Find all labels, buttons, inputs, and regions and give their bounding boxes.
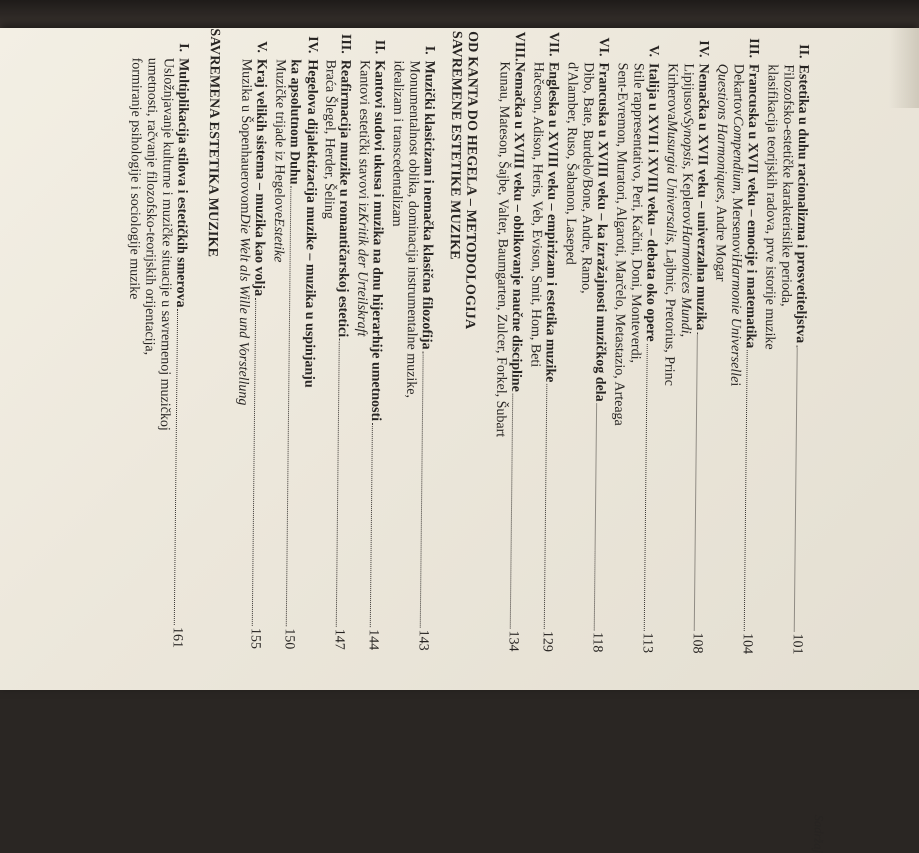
entry-description: Filozofsko-estetičke karakteristike perioda, bbox=[778, 64, 796, 307]
dot-leader bbox=[794, 345, 809, 632]
entry-title: Reafirmacija muzike u romantičarskoj estetici bbox=[334, 59, 353, 338]
entry-page: 101 bbox=[789, 633, 805, 655]
entry-title: Francuska u XVIII veku – ka izražajnosti muzičkog dela bbox=[592, 62, 611, 402]
entry-number: III. bbox=[745, 38, 761, 59]
entry-description: klasifikacija teorijskih radova, prve istorije muzike bbox=[761, 64, 780, 350]
entry-page: 129 bbox=[539, 630, 555, 653]
entry-description: Kirherova Musurgia Universalis , Lajbnic, Pretorius, Princ bbox=[661, 63, 680, 386]
entry-page: 161 bbox=[169, 626, 185, 649]
dot-leader bbox=[594, 404, 608, 630]
entry-title: Hegelova dijalektizacija muzike – muzika u uspinjanju bbox=[301, 59, 320, 388]
entry-title: Kraj velikih sistema – muzika kao volja bbox=[251, 58, 269, 297]
entry-page: 104 bbox=[739, 632, 755, 655]
entry-title: Muzički klasicizam i nemačka klasična filozofija bbox=[418, 60, 437, 350]
entry-page: 155 bbox=[247, 627, 263, 649]
entry-page: 143 bbox=[415, 629, 431, 651]
entry-description: Stile rappresentativo, Peri, Kačini, Doni, Monteverdi, bbox=[627, 62, 646, 364]
entry-number: I. bbox=[421, 45, 437, 55]
entry-number: V. bbox=[253, 41, 269, 53]
entry-title: Kantovi sudovi ukusa i muzika na dnu hijerarhije umetnosti bbox=[367, 60, 387, 422]
entry-number: III. bbox=[337, 33, 353, 54]
entry-number: II. bbox=[371, 39, 387, 55]
entry-description: d'Alamber, Ruso, Šabanon, Laseped bbox=[562, 62, 580, 265]
entry-description: Muzičke trijade iz Hegelove Estetike bbox=[270, 59, 288, 263]
entry-number: VI. bbox=[595, 37, 611, 57]
entry-title: Nemačka u XVIII veku – oblikovanje naučne discipline bbox=[508, 61, 527, 392]
entry-number: I. bbox=[175, 43, 191, 53]
entry-description: Usložnjavanje kulturne i muzičke situacije u savremenoj muzičkoj bbox=[156, 57, 176, 431]
dot-leader bbox=[544, 384, 559, 629]
entry-number: IV. bbox=[695, 40, 711, 58]
entry-description: Lipijusov Synopsis , Keplerov Harmonices Mundi , bbox=[677, 63, 696, 338]
section-heading: SAVREMENA ESTETIKA MUZIKE bbox=[204, 28, 223, 258]
entry-page: 144 bbox=[365, 629, 381, 651]
entry-number: II. bbox=[795, 44, 811, 59]
entry-page: 147 bbox=[331, 628, 347, 650]
entry-title: Italija u XVII i XVIII veku – debata oko opere bbox=[642, 62, 661, 342]
entry-description: formiranje psihologije i sociologije muzike bbox=[126, 57, 144, 300]
entry-description: Monumentalnost oblika, dominacija instrumentalne muzike, bbox=[403, 60, 422, 399]
entry-title: ka apsolutnom Duhu bbox=[286, 59, 303, 185]
entry-description: Hačeson, Adison, Heris, Veb, Evison, Smit, Hom, Beti bbox=[527, 61, 546, 368]
entry-title: Francuska u XVII veku – emocije i matematika bbox=[742, 63, 761, 349]
entry-description: Sent-Evremon, Muratori, Algaroti, Marčelo, Metastazio, Arteaga bbox=[610, 62, 630, 426]
entry-title: Estetika u duhu racionalizma i prosvetiteljstva bbox=[792, 64, 811, 344]
entry-page: 134 bbox=[505, 630, 521, 652]
entry-number: VII. bbox=[545, 31, 562, 57]
entry-description: Dibo, Bate, Burdelo/Bone, Andre, Ramo, bbox=[578, 62, 596, 294]
entry-title: Engleska u XVIII veku – empirizam i estetika muzike bbox=[542, 61, 561, 383]
entry-description: Kunau, Mateson, Šajbe, Valter, Baumgarten, Zulcer, Forkel, Šubart bbox=[492, 61, 512, 438]
section-heading: SAVREMENE ESTETIKE MUZIKE bbox=[446, 30, 465, 260]
entry-title: Multiplikacija stilova i estetičkih smerova bbox=[173, 58, 191, 308]
entry-description: Kantovi estetički stavovi iz Kritik der Urteilskraft bbox=[353, 59, 372, 337]
page-edge-shadow bbox=[889, 28, 919, 108]
entry-page: 150 bbox=[281, 628, 297, 650]
entry-description: Questions Harmoniques , Andre Mogar bbox=[712, 63, 730, 282]
running-head: Sadržaj bbox=[811, 814, 826, 853]
section-heading: OD KANTA DO HEGELA – METODOLOGIJA bbox=[461, 31, 481, 330]
entry-number: IV. bbox=[304, 36, 320, 54]
entry-title: Nemačka u XVII veku – univerzalna muzika bbox=[692, 63, 711, 331]
entry-page: 118 bbox=[589, 631, 605, 653]
entry-description: Braća Šlegel, Herder, Šeling bbox=[321, 59, 338, 219]
entry-number: V. bbox=[645, 45, 661, 58]
entry-description: idealizam i transcedentalizam bbox=[388, 60, 406, 227]
entry-description: Dekartov Compendium , Mersenovi Harmonie Universelle i bbox=[727, 63, 746, 387]
entry-description: umetnosti, račvanje filozofsko-teorijskih orijentacija, bbox=[141, 57, 160, 356]
dot-leader bbox=[510, 394, 524, 629]
dot-leader bbox=[174, 309, 189, 625]
dot-leader bbox=[420, 352, 435, 628]
table-of-contents bbox=[0, 26, 842, 853]
entry-description: Muzika u Šopenhauerovom Die Welt als Wille und Vorstellung bbox=[235, 58, 254, 406]
entry-page: 108 bbox=[689, 632, 705, 654]
entry-number: VIII. bbox=[511, 31, 528, 62]
dot-leader bbox=[370, 423, 384, 627]
entry-page: 113 bbox=[639, 632, 655, 654]
